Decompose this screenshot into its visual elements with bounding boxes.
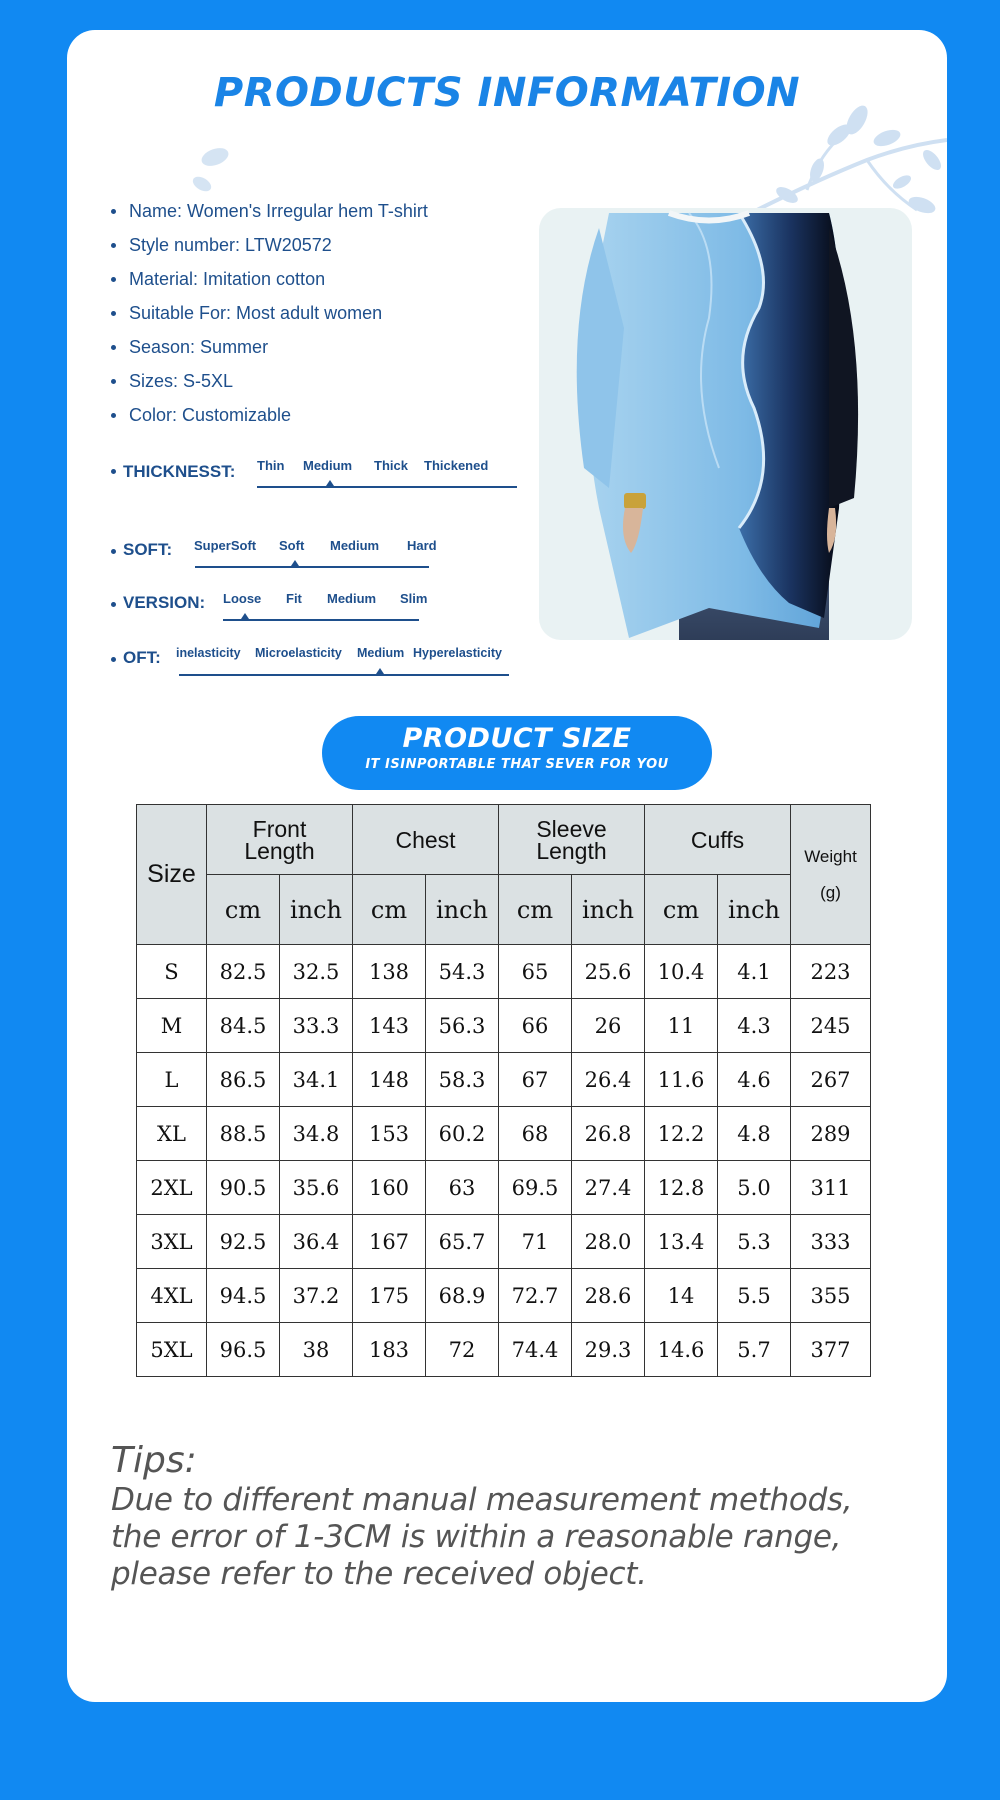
- unit-cm: cm: [353, 875, 426, 945]
- oft-option-hyperelasticity: Hyperelasticity: [413, 646, 502, 660]
- table-cell: 92.5: [207, 1215, 280, 1269]
- thickness-option-thickened: Thickened: [424, 458, 489, 473]
- weight-header: [791, 805, 871, 945]
- table-cell: 58.3: [426, 1053, 499, 1107]
- table-cell: 153: [353, 1107, 426, 1161]
- table-cell: S: [137, 945, 207, 999]
- table-cell: 71: [499, 1215, 572, 1269]
- table-cell: 12.2: [645, 1107, 718, 1161]
- table-row: [137, 1323, 871, 1377]
- table-cell: 148: [353, 1053, 426, 1107]
- table-cell: 14: [645, 1269, 718, 1323]
- info-material: Material: Imitation cotton: [111, 262, 428, 296]
- info-color: Color: Customizable: [111, 398, 428, 432]
- product-size-subtitle: IT ISINPORTABLE THAT SEVER FOR YOU: [365, 757, 669, 772]
- tshirt-illustration-icon: [539, 208, 912, 640]
- unit-inch: inch: [280, 875, 353, 945]
- thickness-label: THICKNESST:: [123, 462, 236, 481]
- table-cell: 333: [791, 1215, 871, 1269]
- table-cell: 65: [499, 945, 572, 999]
- table-cell: 10.4: [645, 945, 718, 999]
- table-cell: 11.6: [645, 1053, 718, 1107]
- table-cell: 4.6: [718, 1053, 791, 1107]
- info-season: Season: Summer: [111, 330, 428, 364]
- table-cell: 3XL: [137, 1215, 207, 1269]
- product-photo: [539, 208, 912, 640]
- version-option-fit: Fit: [286, 591, 302, 606]
- table-cell: 67: [499, 1053, 572, 1107]
- table-cell: 175: [353, 1269, 426, 1323]
- soft-option-hard: Hard: [407, 538, 437, 553]
- info-name: Name: Women's Irregular hem T-shirt: [111, 194, 428, 228]
- tips-line: Due to different manual measurement methods,: [111, 1482, 853, 1518]
- tips-line: the error of 1-3CM is within a reasonable range,: [111, 1519, 842, 1555]
- thickness-line: [257, 486, 517, 488]
- table-cell: 63: [426, 1161, 499, 1215]
- table-cell: 34.1: [280, 1053, 353, 1107]
- table-cell: 69.5: [499, 1161, 572, 1215]
- table-cell: 65.7: [426, 1215, 499, 1269]
- soft-option-supersoft: SuperSoft: [194, 538, 257, 553]
- page-title: PRODUCTS INFORMATION: [213, 70, 801, 116]
- table-cell: 88.5: [207, 1107, 280, 1161]
- table-cell: 28.6: [572, 1269, 645, 1323]
- front-length-header: Front Length: [207, 805, 353, 875]
- cuffs-header: Cuffs: [645, 805, 791, 875]
- table-cell: 25.6: [572, 945, 645, 999]
- info-style-number: Style number: LTW20572: [111, 228, 428, 262]
- version-label: VERSION:: [123, 593, 206, 612]
- thickness-option-medium: Medium: [303, 458, 353, 473]
- table-cell: 289: [791, 1107, 871, 1161]
- table-cell: 4XL: [137, 1269, 207, 1323]
- table-row: [137, 1053, 871, 1107]
- table-cell: 68: [499, 1107, 572, 1161]
- table-cell: 377: [791, 1323, 871, 1377]
- table-cell: 68.9: [426, 1269, 499, 1323]
- unit-cm: cm: [207, 875, 280, 945]
- table-cell: 33.3: [280, 999, 353, 1053]
- oft-line: [179, 674, 509, 676]
- product-info-card: [67, 30, 947, 1702]
- table-row: [137, 999, 871, 1053]
- table-cell: 84.5: [207, 999, 280, 1053]
- product-info-list: [111, 194, 428, 432]
- soft-label: SOFT:: [123, 540, 173, 559]
- product-size-title: PRODUCT SIZE: [402, 723, 632, 754]
- table-cell: 355: [791, 1269, 871, 1323]
- table-cell: 5.7: [718, 1323, 791, 1377]
- version-option-slim: Slim: [400, 591, 428, 606]
- size-chart-table: [136, 804, 871, 1377]
- oft-scale: [111, 646, 531, 686]
- version-option-medium: Medium: [327, 591, 377, 606]
- table-cell: 32.5: [280, 945, 353, 999]
- oft-option-medium: Medium: [357, 646, 405, 660]
- tips-section: [111, 1440, 911, 1593]
- chest-header: Chest: [353, 805, 499, 875]
- thickness-option-thin: Thin: [257, 458, 285, 473]
- table-cell: 26: [572, 999, 645, 1053]
- table-cell: 82.5: [207, 945, 280, 999]
- sleeve-length-header: Sleeve Length: [499, 805, 645, 875]
- table-cell: 223: [791, 945, 871, 999]
- unit-inch: inch: [718, 875, 791, 945]
- table-cell: 311: [791, 1161, 871, 1215]
- table-cell: 56.3: [426, 999, 499, 1053]
- table-cell: 5XL: [137, 1323, 207, 1377]
- table-cell: L: [137, 1053, 207, 1107]
- unit-cm: cm: [499, 875, 572, 945]
- product-size-banner: [322, 716, 712, 790]
- table-cell: 60.2: [426, 1107, 499, 1161]
- soft-option-medium: Medium: [330, 538, 380, 553]
- table-cell: 36.4: [280, 1215, 353, 1269]
- table-cell: 167: [353, 1215, 426, 1269]
- version-option-loose: Loose: [223, 591, 262, 606]
- info-suitable-for: Suitable For: Most adult women: [111, 296, 428, 330]
- table-cell: 12.8: [645, 1161, 718, 1215]
- table-cell: 94.5: [207, 1269, 280, 1323]
- unit-inch: inch: [572, 875, 645, 945]
- weight-unit: (g): [820, 882, 841, 902]
- table-cell: 54.3: [426, 945, 499, 999]
- table-cell: 5.0: [718, 1161, 791, 1215]
- table-cell: 143: [353, 999, 426, 1053]
- table-cell: 26.4: [572, 1053, 645, 1107]
- oft-option-microelasticity: Microelasticity: [255, 646, 342, 660]
- table-cell: 13.4: [645, 1215, 718, 1269]
- table-cell: 72: [426, 1323, 499, 1377]
- table-cell: M: [137, 999, 207, 1053]
- tips-title: Tips:: [111, 1440, 197, 1481]
- soft-scale: [111, 538, 531, 578]
- table-row: [137, 1269, 871, 1323]
- table-cell: 11: [645, 999, 718, 1053]
- table-cell: 4.1: [718, 945, 791, 999]
- table-cell: 35.6: [280, 1161, 353, 1215]
- table-cell: 160: [353, 1161, 426, 1215]
- thickness-option-thick: Thick: [374, 458, 408, 473]
- soft-option-soft: Soft: [279, 538, 305, 553]
- table-cell: 14.6: [645, 1323, 718, 1377]
- version-line: [223, 619, 419, 621]
- table-cell: 86.5: [207, 1053, 280, 1107]
- table-cell: XL: [137, 1107, 207, 1161]
- table-cell: 29.3: [572, 1323, 645, 1377]
- table-cell: 245: [791, 999, 871, 1053]
- size-header: Size: [137, 805, 207, 945]
- table-row: [137, 1161, 871, 1215]
- table-cell: 96.5: [207, 1323, 280, 1377]
- unit-cm: cm: [645, 875, 718, 945]
- table-row: [137, 945, 871, 999]
- table-row: [137, 1107, 871, 1161]
- table-cell: 66: [499, 999, 572, 1053]
- table-cell: 267: [791, 1053, 871, 1107]
- table-row: [137, 1215, 871, 1269]
- soft-line: [195, 566, 429, 568]
- table-cell: 74.4: [499, 1323, 572, 1377]
- table-cell: 27.4: [572, 1161, 645, 1215]
- table-cell: 72.7: [499, 1269, 572, 1323]
- table-cell: 2XL: [137, 1161, 207, 1215]
- table-cell: 5.3: [718, 1215, 791, 1269]
- table-cell: 90.5: [207, 1161, 280, 1215]
- version-scale: [111, 591, 531, 631]
- info-sizes: Sizes: S-5XL: [111, 364, 428, 398]
- table-cell: 26.8: [572, 1107, 645, 1161]
- oft-label: OFT:: [123, 648, 161, 667]
- table-cell: 38: [280, 1323, 353, 1377]
- leaf-decoration-icon: [190, 142, 240, 202]
- table-cell: 34.8: [280, 1107, 353, 1161]
- table-cell: 4.3: [718, 999, 791, 1053]
- table-cell: 183: [353, 1323, 426, 1377]
- unit-inch: inch: [426, 875, 499, 945]
- table-cell: 28.0: [572, 1215, 645, 1269]
- table-cell: 138: [353, 945, 426, 999]
- oft-option-inelasticity: inelasticity: [176, 646, 241, 660]
- table-cell: 4.8: [718, 1107, 791, 1161]
- tips-line: please refer to the received object.: [111, 1556, 647, 1592]
- table-cell: 5.5: [718, 1269, 791, 1323]
- table-cell: 37.2: [280, 1269, 353, 1323]
- weight-label: Weight: [804, 846, 857, 866]
- thickness-scale: [111, 458, 531, 498]
